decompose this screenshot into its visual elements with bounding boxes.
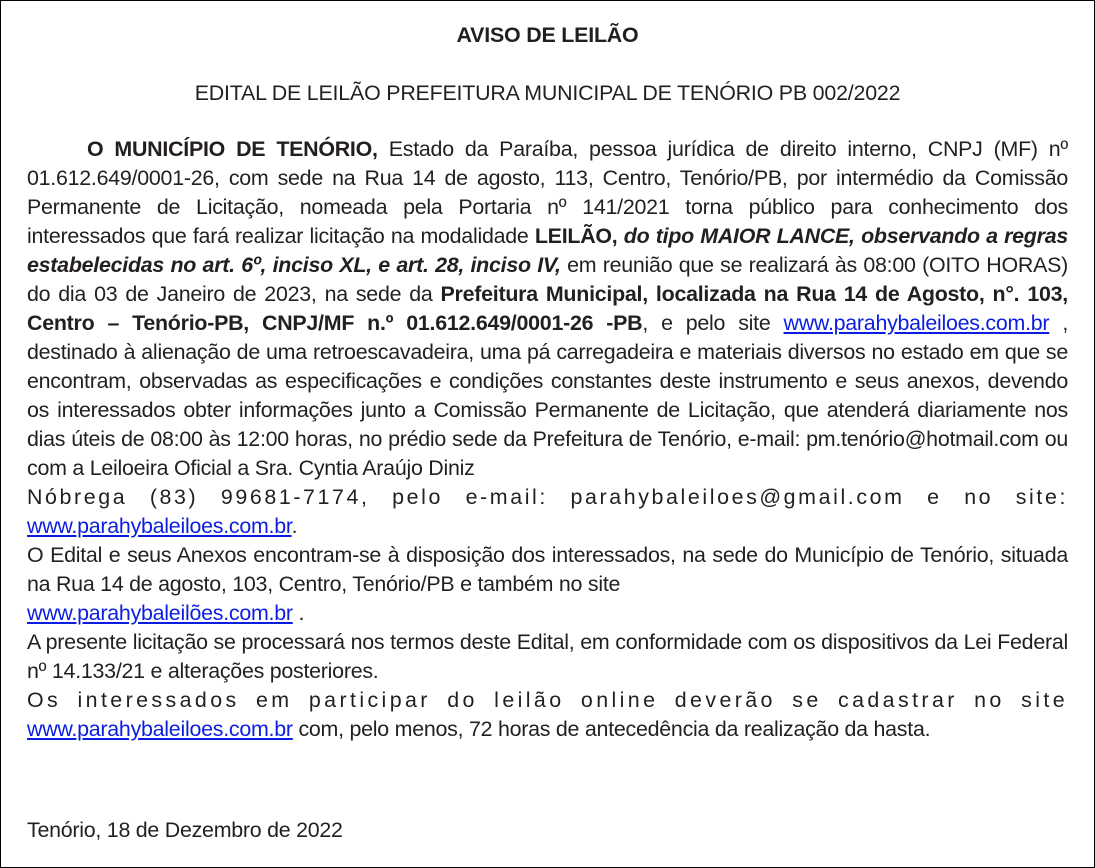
notice-subtitle: EDITAL DE LEILÃO PREFEITURA MUNICIPAL DE TENÓRIO PB 002/2022 <box>194 81 901 105</box>
modality-detail: do tipo MAIOR LANCE, observando a regras estabelecidas no art. 6º, inciso XL, e art. 28, inciso IV, <box>27 224 1068 277</box>
site-link[interactable]: www.parahybaleiloes.com.br <box>27 717 293 741</box>
paragraph-text: , destinado à alienação de uma retroescavadeira, uma pá carregadeira e materiais diversos no estado em que se encontram, observadas as especificações e condições constantes deste instrumento e seus anexos, devendo os interessados obter informações junto a Comissão Permanente de Licitação, que atenderá diariamente nos dias úteis de 08:00 às 12:00 horas, no prédio sede da Prefeitura de Tenório, e-mail: pm.tenório@hotmail.com ou com a Leiloeira Oficial a Sra. Cyntia Araújo Diniz <box>27 311 1069 480</box>
contact-line: Nóbrega (83) 99681-7174, pelo e-mail: parahybaleiloes@gmail.com e no site: <box>27 485 1068 509</box>
paragraph-text: em reunião que se realizará às 08:00 (OITO HORAS) do dia 03 de Janeiro de 2023, na sede da <box>27 253 1068 306</box>
paragraph-main <box>27 135 1068 483</box>
paragraph-cadastro: Os interessados em participar do leilão online deverão se cadastrar no site <box>27 688 1068 712</box>
notice-body <box>27 135 1068 744</box>
paragraph-site-line <box>27 512 1068 541</box>
paragraph-text: O Edital e seus Anexos encontram-se à disposição dos interessados, na sede do Município de Tenório, situada na Rua 14 de agosto, 103, Centro, Tenório/PB e também no site <box>27 543 1068 596</box>
paragraph-text: . <box>292 601 305 625</box>
site-link[interactable]: www.parahybaleiloes.com.br <box>27 514 292 538</box>
notice-date: Tenório, 18 de Dezembro de 2022 <box>27 818 343 842</box>
prefeitura-address: Prefeitura Municipal, localizada na Rua 14 de Agosto, n°. 103, Centro – Tenório-PB, CNPJ/MF n.º 01.612.649/0001-26 -PB <box>27 282 1068 335</box>
notice-title: AVISO DE LEILÃO <box>456 23 639 47</box>
paragraph-edital-link <box>27 599 1068 628</box>
paragraph-text: , e pelo site <box>642 311 784 335</box>
site-link[interactable]: www.parahybaleiloes.com.br <box>783 311 1050 335</box>
paragraph-edital <box>27 541 1068 599</box>
site-link[interactable]: www.parahybaleilões.com.br <box>27 601 293 625</box>
modality-leilao: LEILÃO, <box>534 224 618 248</box>
municipality-lead: O MUNICÍPIO DE TENÓRIO, <box>87 137 378 161</box>
paragraph-text: . <box>291 514 298 538</box>
paragraph-text: Estado da Paraíba, pessoa jurídica de direito interno, CNPJ (MF) nº 01.612.649/0001-26, com sede na Rua 14 de agosto, 113, Centro, Tenório/PB, por intermédio da Comissão Permanente de Licitação, nomeada pela Portaria nº 141/2021 torna público para conhecimento dos interessados que fará realizar licitação na modalidade <box>27 137 1068 248</box>
paragraph-text: com, pelo menos, 72 horas de antecedência da realização da hasta. <box>292 717 931 741</box>
paragraph-licitacao: A presente licitação se processará nos termos deste Edital, em conformidade com os dispositivos da Lei Federal nº 14.133/21 e alterações posteriores. <box>27 630 1068 683</box>
paragraph-cadastro-cont <box>27 715 1068 744</box>
